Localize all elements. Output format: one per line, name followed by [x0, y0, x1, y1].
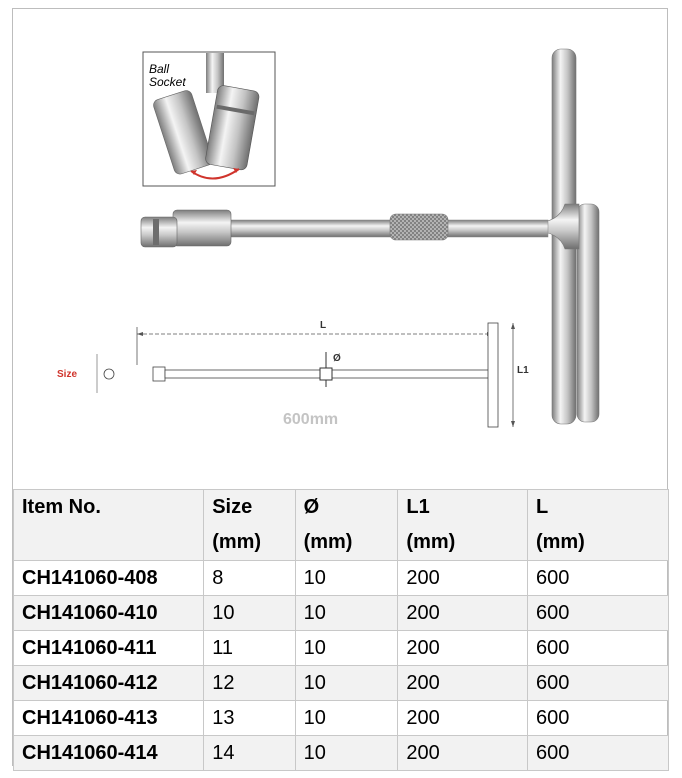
- table-row: [14, 736, 669, 771]
- hex-size-icon: [104, 369, 114, 379]
- cell-size: 10: [204, 596, 295, 631]
- cell-item-no: CH141060-414: [14, 736, 204, 771]
- dim-length-label: L: [320, 320, 327, 331]
- header-diameter: Ø (mm): [295, 490, 398, 561]
- table-header-row: [14, 490, 669, 561]
- table-row: [14, 701, 669, 736]
- dim-diameter-label: Ø: [333, 353, 341, 364]
- ball-socket-inset: [143, 52, 275, 186]
- product-illustration: [13, 9, 667, 489]
- dimension-drawing: [57, 320, 529, 428]
- cell-diameter: 10: [295, 666, 398, 701]
- table-row: [14, 596, 669, 631]
- cell-l1: 200: [398, 701, 528, 736]
- cell-item-no: CH141060-408: [14, 561, 204, 596]
- cell-l1: 200: [398, 596, 528, 631]
- cell-l: 600: [527, 561, 668, 596]
- cell-item-no: CH141060-411: [14, 631, 204, 666]
- cell-diameter: 10: [295, 561, 398, 596]
- cell-l: 600: [527, 596, 668, 631]
- cell-l1: 200: [398, 736, 528, 771]
- cell-item-no: CH141060-410: [14, 596, 204, 631]
- cell-diameter: 10: [295, 631, 398, 666]
- cell-l1: 200: [398, 561, 528, 596]
- dim-size-label: Size: [57, 369, 78, 380]
- cell-size: 8: [204, 561, 295, 596]
- table-row: [14, 631, 669, 666]
- cell-item-no: CH141060-413: [14, 701, 204, 736]
- cell-l1: 200: [398, 631, 528, 666]
- inset-label-socket: Socket: [149, 75, 186, 89]
- cell-size: 14: [204, 736, 295, 771]
- cell-diameter: 10: [295, 701, 398, 736]
- header-l: L (mm): [527, 490, 668, 561]
- product-sheet: [12, 8, 668, 766]
- product-figure: [13, 9, 667, 489]
- cell-item-no: CH141060-412: [14, 666, 204, 701]
- cell-diameter: 10: [295, 736, 398, 771]
- cell-size: 13: [204, 701, 295, 736]
- cell-l1: 200: [398, 666, 528, 701]
- length-caption: 600mm: [283, 411, 339, 428]
- table-row: [14, 666, 669, 701]
- cell-size: 12: [204, 666, 295, 701]
- cell-l: 600: [527, 736, 668, 771]
- header-item-no: Item No.: [14, 490, 204, 561]
- cell-size: 11: [204, 631, 295, 666]
- cell-diameter: 10: [295, 596, 398, 631]
- header-l1: L1 (mm): [398, 490, 528, 561]
- cell-l: 600: [527, 701, 668, 736]
- table-row: [14, 561, 669, 596]
- cell-l: 600: [527, 666, 668, 701]
- spec-table: [13, 489, 669, 771]
- inset-label-ball: Ball: [149, 62, 170, 76]
- dim-height-label: L1: [517, 365, 529, 376]
- cell-l: 600: [527, 631, 668, 666]
- header-size: Size (mm): [204, 490, 295, 561]
